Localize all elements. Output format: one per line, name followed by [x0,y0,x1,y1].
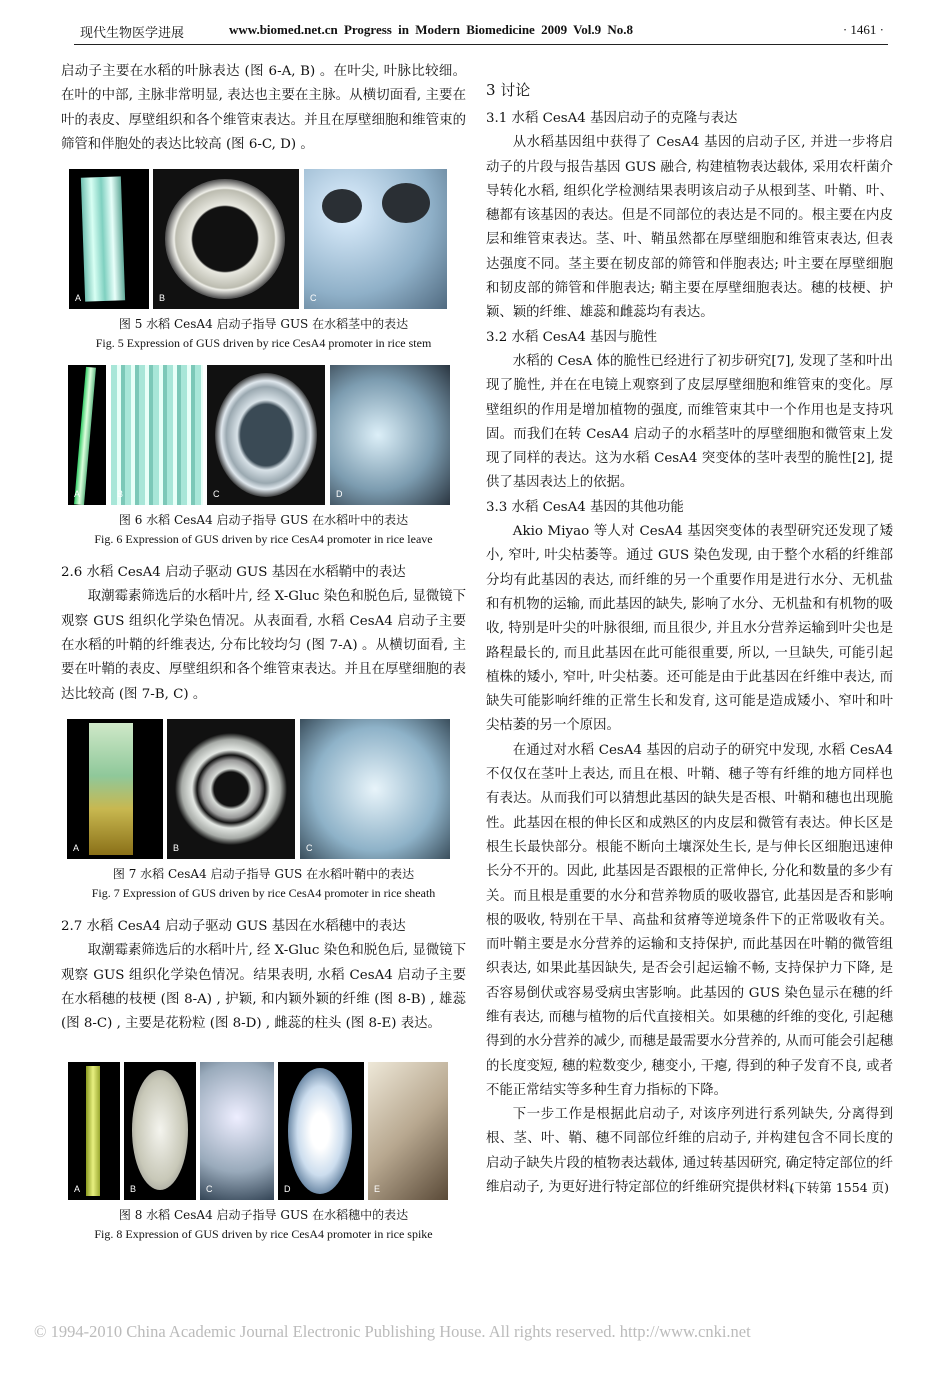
fig8-panel-b: B [124,1062,196,1200]
figure-5 [61,169,466,353]
section-3-3-paragraph-3: 下一步工作是根据此启动子, 对该序列进行系列缺失, 分离得到根、茎、叶、鞘、穗不同部位纤维的启动子, 并构建包含不同长度的启动子缺失片段的植物表达载体, 通过转基因研究, 确定特定部位的纤维启动子, 为更好进行特定部位的纤维研究提供材料。 [486,1107,893,1196]
figure-6 [61,365,466,549]
left-column [61,60,466,1244]
figure-7 [61,719,466,903]
fig8-panel-e: E [368,1062,448,1200]
continued-note: (下转第 1554 页) [789,1180,889,1196]
section-3-2-text: 水稻的 CesA 体的脆性已经进行了初步研究[7], 发现了茎和叶出现了脆性, 并在在电镜上观察到了皮层厚壁细胞和维管束的变化。厚壁组织的作用是增加植物的强度, 而维管束其中一个作用也是支持巩固。而我们在转 CesA4 启动子的水稻茎叶的厚壁细胞和微管束上发现了同样的表达。这为水稻 CesA4 突变体的茎叶表型的脆性[2], 提供了基因表达上的依据。 [486,353,893,491]
fig6-panel-a: A [68,365,106,505]
fig5-panel-c: C [304,169,447,309]
fig7-caption-cn: 图 7 水稻 CesA4 启动子指导 GUS 在水稻叶鞘中的表达 [112,866,415,881]
section-3-3-paragraph-1: Akio Miyao 等人对 CesA4 基因突变体的表型研究还发现了矮小, 窄叶, 叶尖枯萎等。通过 GUS 染色发现, 由于整个水稻的纤维部分均有此基因的表达, 而纤维的另一个重要作用是进行水分、无机盐和有机物的运输, 而此基因的缺失, 影响了水分、无机盐和有机物的吸收, 特别是叶尖的叶脉很细, 而且很少, 并且水分营养运输到叶尖也是路程最长的, 而且此基因在此可能很重要, 所以, 一旦缺失, 可能引起植株的矮小, 窄叶, 叶尖枯萎。还可能是由于此基因在纤维中表达, 而缺失可能影响纤维的正常生长和发育, 这可能是造成矮小、窄叶和叶尖枯萎的另一个原因。 [486,524,893,734]
fig8-panel-d: D [278,1062,364,1200]
section-2-7-text: 取潮霉素筛选后的水稻叶片, 经 X-Gluc 染色和脱色后, 显微镜下观察 GUS 组织化学染色情况。结果表明, 水稻 CesA4 启动子主要在水稻穗的枝梗 (图 8-A) , 护颖, 和内颖外颖的纤维 (图 8-B) , 雄蕊 (图 8-C) , 主要是花粉粒 (图 8-D) , 雌蕊的柱头 (图 8-E) 表达。 [61,943,467,1032]
section-3-1-heading: 3.1 水稻 CesA4 基因启动子的克隆与表达 [486,111,738,126]
fig7-panel-a: A [67,719,163,859]
fig8-caption-en: Fig. 8 Expression of GUS driven by rice CesA4 promoter in rice spike [94,1227,433,1242]
section-3-heading: 3 讨论 [486,81,531,99]
section-3-2-heading: 3.2 水稻 CesA4 基因与脆性 [486,329,658,345]
fig8-caption-cn: 图 8 水稻 CesA4 启动子指导 GUS 在水稻穗中的表达 [118,1208,409,1223]
page-number: · 1461 · [842,22,884,37]
fig7-caption-en: Fig. 7 Expression of GUS driven by rice CesA4 promoter in rice sheath [91,885,436,900]
section-2-6-text: 取潮霉素筛选后的水稻叶片, 经 X-Gluc 染色和脱色后, 显微镜下观察 GUS 组织化学染色情况。从表面看, 水稻 CesA4 启动子主要在水稻的叶鞘的纤维表达, 分布比较均匀 (图 7-A) 。从横切面看, 主要在叶鞘的表皮、厚壁组织和各个维管束表达。并且在厚壁细胞的表达比较高 (图 7-B, C) 。 [61,589,467,702]
fig6-panel-b: B [111,365,203,505]
section-2-6-heading: 2.6 水稻 CesA4 启动子驱动 GUS 基因在水稻鞘中的表达 [61,565,406,581]
fig6-panel-d: D [330,365,450,505]
fig8-panel-a: A [68,1062,120,1200]
leaf-expression-paragraph: 启动子主要在水稻的叶脉表达 (图 6-A, B) 。在叶尖, 叶脉比较细。在叶的中部, 主脉非常明显, 表达也主要在主脉。从横切面看, 主要在叶的表皮、厚壁组织和各个维管束表达。并且在厚壁细胞和维管束的筛管和伴胞处的表达比较高 (图 6-C, D) 。 [61,64,466,152]
section-2-7-heading: 2.7 水稻 CesA4 启动子驱动 GUS 基因在水稻穗中的表达 [61,918,406,934]
right-column [486,78,893,1201]
section-3-1-text: 从水稻基因组中获得了 CesA4 基因的启动子区, 并进一步将启动子的片段与报告基因 GUS 融合, 构建植物表达载体, 采用农杆菌介导转化水稻, 组织化学检测结果表明该启动子从根到茎、叶鞘、叶、穗都有该基因的表达。但是不同部位的表达是不同的。根主要在内皮层和维管束表达。茎、叶、鞘虽然都在厚壁细胞和维管束表达, 但表达强度不同。茎主要在韧皮部的筛管和伴胞表达; 叶主要在厚壁细胞和韧皮部的筛管和伴胞表达; 鞘主要在厚壁细胞表达。穗的枝梗、护颖、颖的纤维、雄蕊和雌蕊均有表达。 [486,135,893,321]
fig7-panel-b: B [167,719,295,859]
fig6-caption-en: Fig. 6 Expression of GUS driven by rice CesA4 promoter in rice leave [94,532,433,547]
fig5-caption-cn: 图 5 水稻 CesA4 启动子指导 GUS 在水稻茎中的表达 [118,317,409,332]
fig5-panel-b: B [153,169,299,309]
fig6-caption-cn: 图 6 水稻 CesA4 启动子指导 GUS 在水稻叶中的表达 [118,513,409,528]
fig5-panel-a: A [69,169,149,309]
section-3-3-heading: 3.3 水稻 CesA4 基因的其他功能 [486,499,684,515]
journal-name-cn: 现代生物医学进展 [80,26,185,41]
section-3-3-paragraph-2: 在通过对水稻 CesA4 基因的启动子的研究中发现, 水稻 CesA4 不仅仅在茎叶上表达, 而且在根、叶鞘、穗子等有纤维的地方同样也有表达。从而我们可以猜想此基因的缺失是否根、叶鞘和穗也出现脆性。此基因在根的伸长区和成熟区的内皮层和微管有表达。伸长区是根生长最快部分。根能不断向土壤深处生长, 是与伸长区细胞迅速伸长分不开的。因此, 此基因是否跟根的正常伸长, 分化和数量的多少有关。而且根是重要的水分和营养物质的吸收器官, 此基因是否和影响根的吸收, 特别在干旱、高盐和贫瘠等逆境条件下的正常吸收有关。而叶鞘主要是水分营养的运输和支持保护, 而此基因在叶鞘的微管组织表达, 如果此基因缺失, 是否会引起运输不畅, 支持保护力下降, 是否容易倒伏或容易受病虫害影响。此基因的 GUS 染色显示在穗的纤维有表达, 而穗与植物的后代直接相关。如果穗的纤维的变化, 引起穗得到的水分营养的减少, 而穗是最需要水分营养的, 从而可能会引起穗的长度变短, 穗的粒数变少, 穗变小, 干瘪, 得到的种子发育不良, 或者不能正常结实等多种生育力指标的下降。 [486,742,893,1098]
fig6-panel-c: C [207,365,325,505]
journal-info-en: www.biomed.net.cn Progress in Modern Biomedicine 2009 Vol.9 No.8 [229,22,634,37]
header-rule [74,44,888,45]
fig7-panel-c: C [300,719,450,859]
fig5-caption-en: Fig. 5 Expression of GUS driven by rice CesA4 promoter in rice stem [95,336,432,351]
copyright-footer: © 1994-2010 China Academic Journal Electronic Publishing House. All rights reserved. http://www.cnki.net [34,1322,751,1341]
fig8-panel-c: C [200,1062,274,1200]
figure-8 [61,1062,466,1244]
running-header [74,18,888,44]
